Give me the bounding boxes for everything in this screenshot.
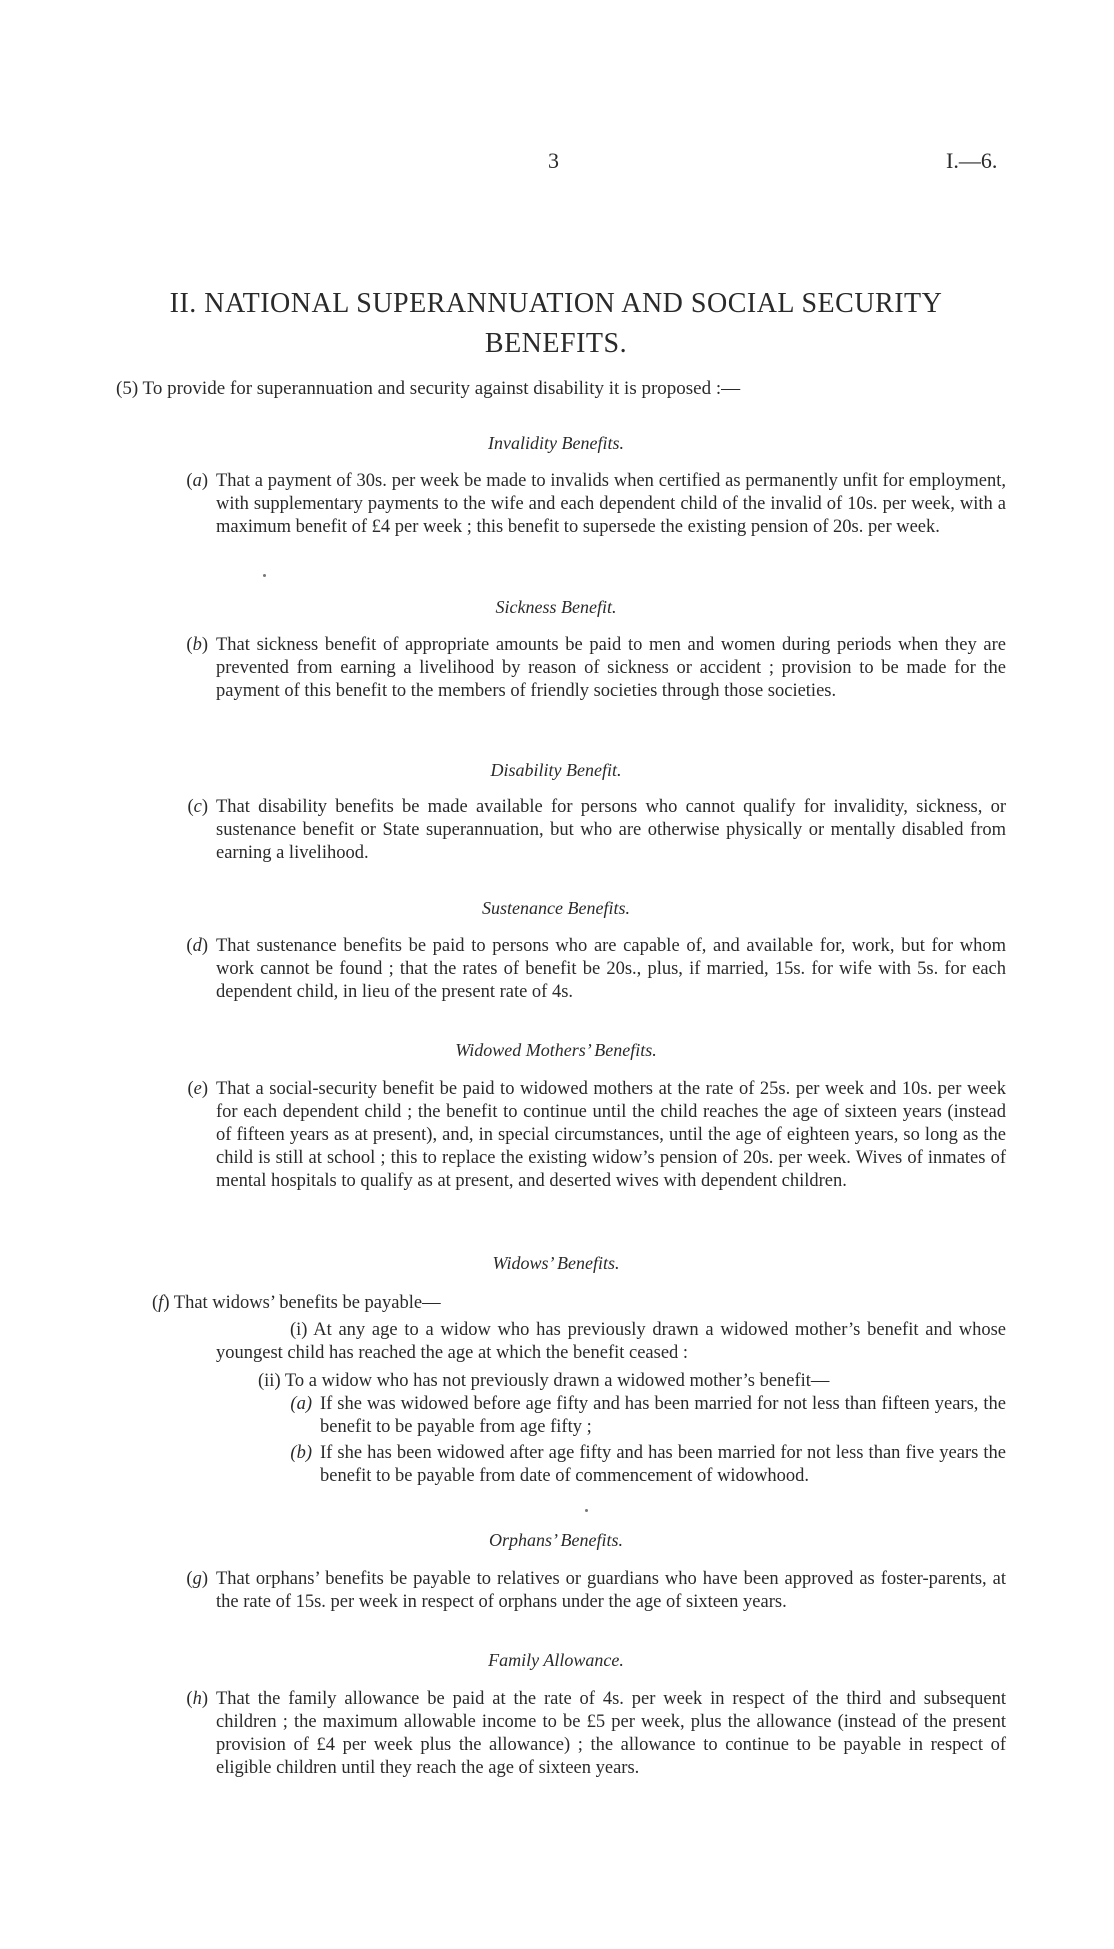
item-text: If she has been widowed after age fifty and has been married for not less than five years the benefit to be payable from date of commencement of widowhood. <box>320 1443 1006 1486</box>
paragraph-text: That the family allowance be paid at the rate of 4s. per week in respect of the third and subsequent children ; the maximum allowable income to be £5 per week, plus the allowance (instead of the present provision of £4 per week plus the allowance) ; the allowance to continue to be payable in respect of eligible children until they reach the age of sixteen years. <box>216 1689 1006 1778</box>
item-text: If she was widowed before age fifty and has been married for not less than fifteen years, the benefit to be payable from age fifty ; <box>320 1394 1006 1437</box>
paragraph-label: (b) <box>186 635 208 655</box>
heading-family-allowance: Family Allowance. <box>488 1650 624 1670</box>
document-reference: I.—6. <box>946 148 998 173</box>
item-label: (b) <box>290 1443 312 1463</box>
paragraph-label: (c) <box>187 797 208 817</box>
item-label: (i) <box>290 1320 308 1340</box>
paragraph-f-item-b <box>290 1442 1006 1488</box>
item-text: To a widow who has not previously drawn a widowed mother’s benefit— <box>284 1371 830 1391</box>
heading-orphans-benefits: Orphans’ Benefits. <box>489 1530 623 1550</box>
paragraph-text: That a payment of 30s. per week be made to invalids when certified as permanently unfit for employment, with supplementary payments to the wife and each dependent child of the invalid of 10s. per week, with a maximum benefit of £4 per week ; this benefit to supersede the existing pension of 20s. per week. <box>216 471 1006 537</box>
paragraph-label: (g) <box>186 1569 208 1589</box>
section-title: II. NATIONAL SUPERANNUATION AND SOCIAL SECURITY BENEFITS. <box>169 288 943 359</box>
paragraph-d-sustenance <box>186 935 1006 1004</box>
paragraph-e-widowed-mothers <box>187 1078 1006 1193</box>
intro-paragraph: (5) To provide for superannuation and security against disability it is proposed :— <box>116 378 741 399</box>
paragraph-a-invalidity <box>186 470 1006 539</box>
item-label: (a) <box>290 1394 312 1414</box>
paragraph-f-item-a <box>290 1393 1006 1439</box>
paragraph-label: (e) <box>187 1079 208 1099</box>
paragraph-f-item-ii <box>258 1370 1006 1393</box>
item-text: At any age to a widow who has previously drawn a widowed mother’s benefit and whose youngest child has reached the age at which the benefit ceased : <box>216 1320 1006 1363</box>
item-label: (ii) <box>258 1371 281 1391</box>
paragraph-text: That a social-security benefit be paid to widowed mothers at the rate of 25s. per week and 10s. per week for each dependent child ; the benefit to continue until the child reaches the age of sixteen years (instead of fifteen years as at present), and, in special circumstances, until the age of eighteen years, so long as the child is still at school ; this to replace the existing widow’s pension of 20s. per week. Wives of inmates of mental hospitals to qualify as at present, and deserted wives with dependent children. <box>216 1079 1006 1191</box>
paragraph-text: That sustenance benefits be paid to persons who are capable of, and available for, work, but for whom work cannot be found ; that the rates of benefit be 20s., plus, if married, 15s. for wife with 5s. for each dependent child, in lieu of the present rate of 4s. <box>216 936 1006 1002</box>
paragraph-label: (a) <box>186 471 208 491</box>
paragraph-f-widows-lead <box>152 1292 441 1315</box>
paragraph-f-item-i <box>216 1319 1006 1365</box>
paragraph-text: That disability benefits be made available for persons who cannot qualify for invalidity, sickness, or sustenance benefit or State superannuation, but who are otherwise physically or mentally disabled from earning a livelihood. <box>216 797 1006 863</box>
page-number: 3 <box>548 148 559 173</box>
paragraph-label: (h) <box>186 1689 208 1709</box>
heading-widows-benefits: Widows’ Benefits. <box>492 1253 620 1273</box>
heading-disability-benefit: Disability Benefit. <box>490 760 622 780</box>
paragraph-c-disability <box>187 796 1006 865</box>
speck-mark <box>263 574 266 577</box>
speck-mark <box>585 1509 588 1512</box>
heading-invalidity-benefits: Invalidity Benefits. <box>488 433 624 453</box>
paragraph-b-sickness <box>186 634 1006 703</box>
heading-sustenance-benefits: Sustenance Benefits. <box>482 898 630 918</box>
paragraph-text: That orphans’ benefits be payable to relatives or guardians who have been approved as foster-parents, at the rate of 15s. per week in respect of orphans under the age of sixteen years. <box>216 1569 1006 1612</box>
paragraph-label: (f) <box>152 1293 170 1313</box>
paragraph-label: (d) <box>186 936 208 956</box>
paragraph-text: That sickness benefit of appropriate amounts be paid to men and women during periods when they are prevented from earning a livelihood by reason of sickness or accident ; provision to be made for the payment of this benefit to the members of friendly societies through those societies. <box>216 635 1006 701</box>
heading-sickness-benefit: Sickness Benefit. <box>495 597 617 617</box>
paragraph-text: That widows’ benefits be payable— <box>173 1293 441 1313</box>
paragraph-h-family-allowance <box>186 1688 1006 1780</box>
paragraph-g-orphans <box>186 1568 1006 1614</box>
heading-widowed-mothers-benefits: Widowed Mothers’ Benefits. <box>455 1040 657 1060</box>
